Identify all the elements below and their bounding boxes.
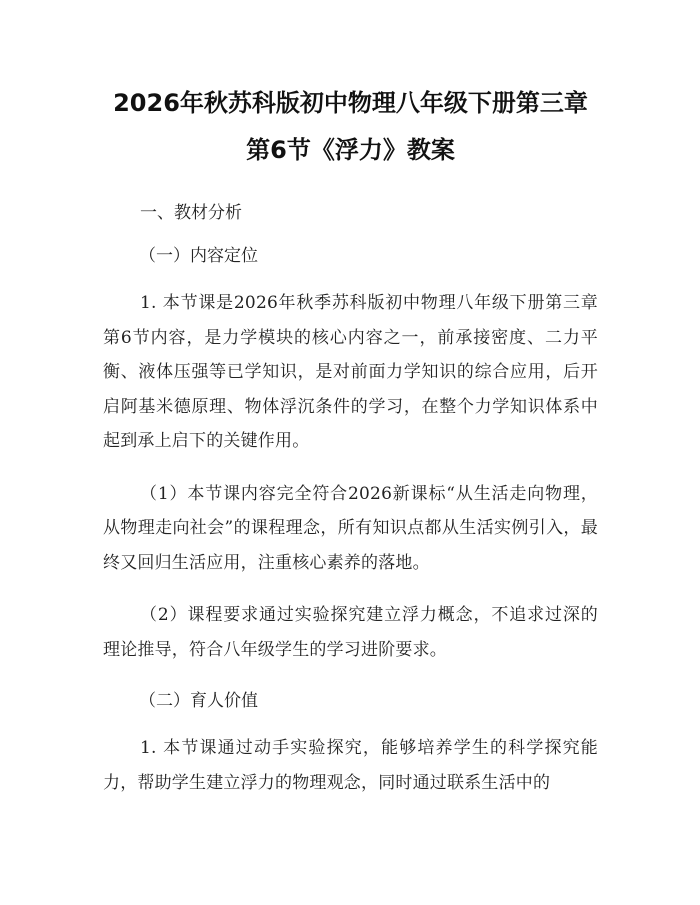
body-paragraph-4: 1. 本节课通过动手实验探究，能够培养学生的科学探究能力，帮助学生建立浮力的物理观念，同时通过联系生活中的: [103, 738, 598, 793]
body-paragraph-3: （2）课程要求通过实验探究建立浮力概念，不追求过深的理论推导，符合八年级学生的学习进阶要求。: [103, 605, 598, 660]
body-paragraph-2: （1）本节课内容完全符合2026新课标“从生活走向物理，从物理走向社会”的课程理念，所有知识点都从生活实例引入，最终又回归生活应用，注重核心素养的落地。: [103, 483, 598, 573]
body-paragraph-1: 1. 本节课是2026年秋季苏科版初中物理八年级下册第三章第6节内容，是力学模块的核心内容之一，前承接密度、二力平衡、液体压强等已学知识，是对前面力学知识的综合应用，后开启阿基米德原理、物体浮沉条件的学习，在整个力学知识体系中起到承上启下的关键作用。: [103, 293, 598, 451]
section-heading-teaching-material-analysis: 一、教材分析: [140, 203, 242, 223]
document-title-line-1: 2026年秋苏科版初中物理八年级下册第三章: [113, 89, 588, 117]
document-title-line-2: 第6节《浮力》教案: [246, 136, 455, 164]
subsection-heading-content-positioning: （一）内容定位: [139, 246, 258, 266]
subsection-heading-educational-value: （二）育人价值: [139, 691, 258, 711]
